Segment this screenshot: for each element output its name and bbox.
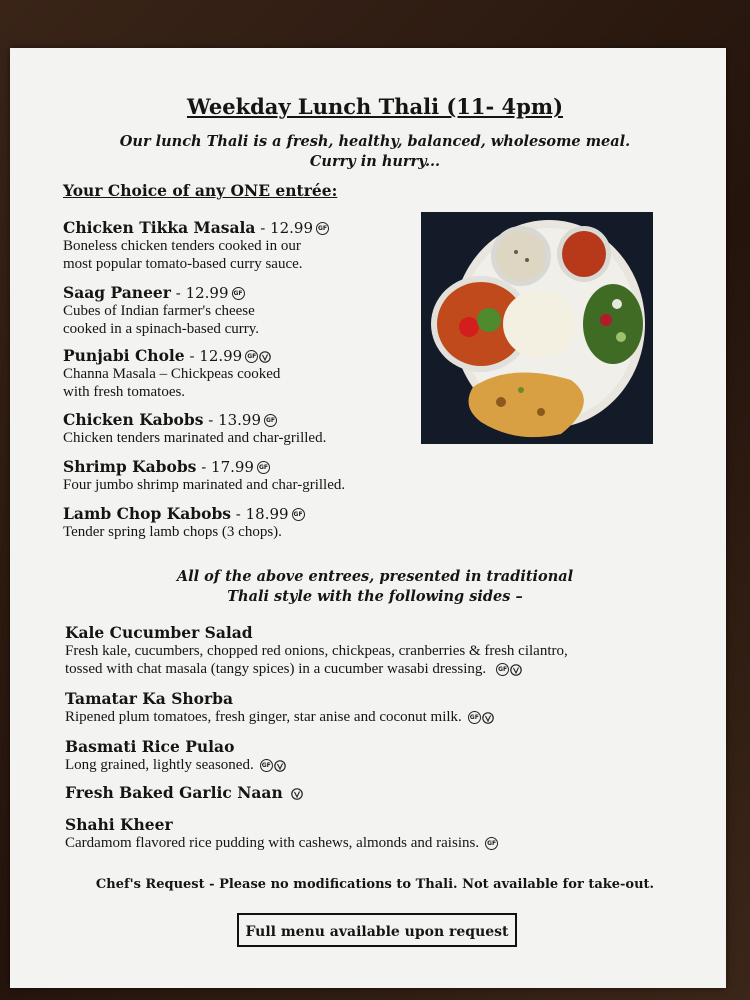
gluten-free-icon: GF xyxy=(468,711,481,724)
side-name: Shahi Kheer xyxy=(65,815,173,834)
gluten-free-icon: GF xyxy=(257,461,270,474)
entree-name: Saag Paneer xyxy=(63,283,171,302)
tagline-line-2: Curry in hurry... xyxy=(309,153,441,170)
thali-plate-photo xyxy=(421,212,653,444)
gluten-free-icon: GF xyxy=(264,414,277,427)
entree-name: Lamb Chop Kabobs xyxy=(63,504,232,523)
entree-price: - 18.99 xyxy=(231,505,289,523)
menu-tagline xyxy=(0,132,750,172)
thali-plate-image xyxy=(421,212,653,444)
gluten-free-icon: GF xyxy=(485,837,498,850)
vegan-leaf-icon xyxy=(510,664,522,676)
entree-price: - 13.99 xyxy=(203,411,262,429)
gluten-free-icon: GF xyxy=(245,350,258,363)
gluten-free-icon: GF xyxy=(260,759,273,772)
entree-desc: Tender spring lamb chops (3 chops). xyxy=(63,524,282,540)
side-basmati-rice-pulao xyxy=(65,737,286,774)
side-garlic-naan xyxy=(65,783,303,802)
entree-name: Chicken Tikka Masala xyxy=(63,218,256,237)
entree-price: - 12.99 xyxy=(255,219,313,237)
gluten-free-icon: GF xyxy=(316,222,329,235)
sides-intro-line-2: Thali style with the following sides – xyxy=(227,588,523,605)
entree-desc: Boneless chicken tenders cooked in our xyxy=(63,238,301,254)
side-desc: tossed with chat masala (tangy spices) in a cucumber wasabi dressing. xyxy=(65,661,487,677)
entree-desc: Chicken tenders marinated and char-grilled. xyxy=(63,430,327,446)
entree-name: Punjabi Chole xyxy=(63,346,185,365)
side-desc: Fresh kale, cucumbers, chopped red onions, chickpeas, cranberries & fresh cilantro, xyxy=(65,643,568,659)
entree-price: - 12.99 xyxy=(170,284,229,302)
vegan-leaf-icon xyxy=(482,712,494,724)
entree-chicken-kabobs xyxy=(63,410,326,447)
gluten-free-icon: GF xyxy=(292,508,305,521)
entree-punjabi-chole xyxy=(63,346,280,401)
tagline-line-1: Our lunch Thali is a fresh, healthy, balanced, wholesome meal. xyxy=(119,133,631,150)
entree-chicken-tikka-masala xyxy=(63,218,329,273)
entree-shrimp-kabobs xyxy=(63,457,345,494)
side-shahi-kheer xyxy=(65,815,498,852)
side-name: Kale Cucumber Salad xyxy=(65,623,253,642)
side-desc: Cardamom flavored rice pudding with cashews, almonds and raisins. xyxy=(65,835,480,851)
side-name: Basmati Rice Pulao xyxy=(65,737,235,756)
side-desc: Long grained, lightly seasoned. xyxy=(65,757,254,773)
entree-desc: with fresh tomatoes. xyxy=(63,384,186,400)
entree-desc: cooked in a spinach-based curry. xyxy=(63,321,260,337)
side-name: Fresh Baked Garlic Naan xyxy=(65,783,283,802)
sides-intro-line-1: All of the above entrees, presented in traditional xyxy=(176,568,574,585)
entree-name: Chicken Kabobs xyxy=(63,410,204,429)
chef-note: Chef's Request - Please no modifications to Thali. Not available for take-out. xyxy=(95,877,655,892)
entree-desc: most popular tomato-based curry sauce. xyxy=(63,256,303,272)
side-tamatar-ka-shorba xyxy=(65,689,494,726)
entree-price: - 12.99 xyxy=(184,347,243,365)
vegan-leaf-icon xyxy=(274,760,286,772)
menu-title: Weekday Lunch Thali (11- 4pm) xyxy=(186,94,564,119)
entree-saag-paneer xyxy=(63,283,259,338)
sides-intro xyxy=(0,567,750,607)
side-kale-cucumber-salad xyxy=(65,623,568,678)
gluten-free-icon: GF xyxy=(232,287,245,300)
entree-desc: Channa Masala – Chickpeas cooked xyxy=(63,366,281,382)
entree-desc: Cubes of Indian farmer's cheese xyxy=(63,303,255,319)
entree-desc: Four jumbo shrimp marinated and char-grilled. xyxy=(63,477,346,493)
vegan-leaf-icon xyxy=(259,351,271,363)
entree-name: Shrimp Kabobs xyxy=(63,457,197,476)
gluten-free-icon: GF xyxy=(496,663,509,676)
full-menu-notice: Full menu available upon request xyxy=(237,913,517,947)
side-name: Tamatar Ka Shorba xyxy=(65,689,234,708)
entree-lamb-chop-kabobs xyxy=(63,504,305,541)
vegan-leaf-icon xyxy=(291,788,303,800)
side-desc: Ripened plum tomatoes, fresh ginger, star anise and coconut milk. xyxy=(65,709,462,725)
entree-choice-heading: Your Choice of any ONE entrée: xyxy=(63,181,338,200)
entree-price: - 17.99 xyxy=(196,458,254,476)
